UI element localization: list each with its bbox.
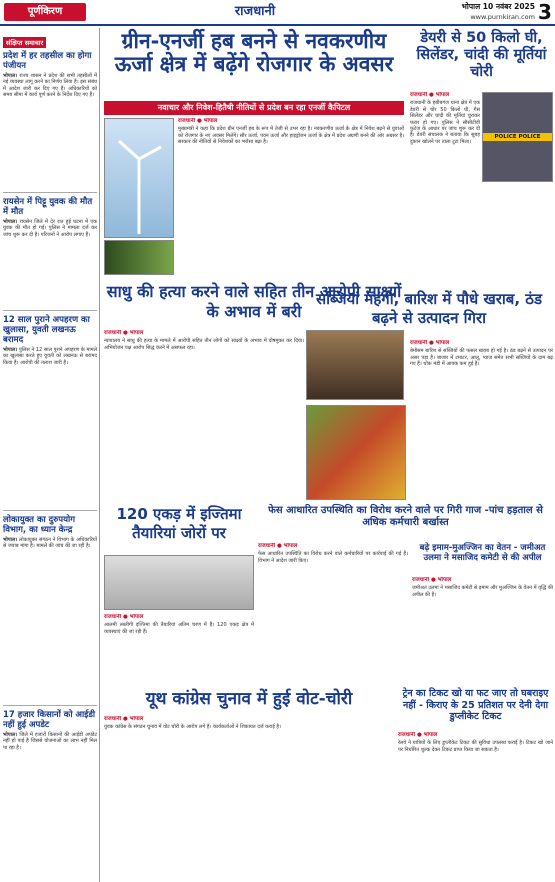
- brief-body: जिले में हजारों किसानों की आईडी अपडेट नहीं हो पाई है जिससे योजनाओं का लाभ नहीं मिल पा रहा है।: [3, 732, 97, 751]
- police-photo: [482, 92, 553, 182]
- brief-4: [3, 513, 97, 703]
- vegetable-headline: सब्जियां महंगी, बारिश में पौधे खराब, ठंड बढ़ने से उत्पादन गिरा: [316, 290, 542, 327]
- attendance-byline: राजधानी ● भोपाल: [258, 543, 298, 549]
- brief-byline: भोपाल।: [3, 73, 18, 79]
- lead-text: मुख्यमंत्री ने कहा कि प्रदेश ग्रीन एनर्जी हब के रूप में तेजी से उभर रहा है। नवकरणीय ऊर्जा के क्षेत्र में निवेश बढ़ने से युवाओं को रोजगार के नए अवसर मिलेंगे। सौर ऊर्जा, पवन ऊर्जा और हाइड्रोजन ऊर्जा के क्षेत्र में प्रदेश अग्रणी बनने की ओर अग्रसर है। सरकार की नीतियों से निवेशकों का भरोसा बढ़ा है।: [178, 126, 404, 146]
- imam-body: [412, 577, 553, 685]
- vegetables-photo: [306, 405, 406, 500]
- lead-deck: नवाचार और निवेश-हितैषी नीतियों से प्रदेश बन रहा एनर्जी कैपिटल: [104, 101, 404, 115]
- website-url: www.purnkiran.com: [470, 13, 535, 21]
- brief-body: राज्य शासन ने प्रदेश की सभी तहसीलों में नई व्यवस्था लागू करने का निर्णय लिया है। इस संबंध में आदेश जारी कर दिए गए हैं। अधिकारियों को समय सीमा में कार्य पूर्ण करने के निर्देश दिए गए हैं।: [3, 73, 97, 99]
- lead-headline: ग्रीन-एनर्जी हब बनने से नवकरणीय ऊर्जा क्षेत्र में बढ़ेंगे रोजगार के अवसर: [114, 29, 394, 76]
- divider: [3, 510, 97, 511]
- court-photo: [306, 330, 404, 400]
- sadhu-text: न्यायालय ने साधु की हत्या के मामले में आरोपी सहित तीन लोगों को साक्ष्यों के अभाव में दोषमुक्त कर दिया। अभियोजन पक्ष आरोप सिद्ध करने में असफल रहा।: [104, 338, 304, 351]
- brief-body: लोकायुक्त संगठन ने विभाग के अधिकारियों से जवाब मांगा है। मामले की जांच की जा रही है।: [3, 537, 97, 550]
- solar-panel-photo: [104, 240, 174, 275]
- divider: [3, 705, 97, 706]
- brief-byline: भोपाल।: [3, 347, 18, 353]
- vegetable-text: बेमौसम बारिश से सब्जियों की फसल खराब हो गई है। ठंड बढ़ने से उत्पादन पर असर पड़ा है। बाजार में टमाटर, आलू, प्याज समेत सभी सब्जियों के दाम बढ़ गए हैं। थोक मंडी में आवक कम हुई है।: [410, 348, 553, 368]
- youth-byline: राजधानी ● भोपाल: [104, 716, 144, 722]
- dateline: भोपाल 10 नवंबर 2025: [461, 2, 535, 11]
- ijtema-byline: राजधानी ● भोपाल: [104, 614, 144, 620]
- brief-headline: लोकायुक्त का दुरुपयोग विभाग, का ध्यान केन्द्र: [3, 515, 76, 535]
- lead-body: [178, 118, 404, 258]
- youth-body: [104, 716, 394, 878]
- divider: [3, 310, 97, 311]
- police-banner: POLICE POLICE: [483, 133, 552, 141]
- train-headline: ट्रेन का टिकट खो या फट जाए तो घबराइए नहीं - किराए के 25 प्रतिशत पर देनी देगा डुप्लीकेट टिकट: [402, 688, 549, 722]
- brief-byline: भोपाल।: [3, 537, 18, 543]
- brief-headline: प्रदेश में हर तहसील का होगा पंजीयन: [3, 51, 92, 71]
- sadhu-body: [104, 330, 304, 470]
- lead-photo: [104, 118, 174, 238]
- theft-body: [410, 92, 480, 282]
- attendance-headline: फेस आधारित उपस्थिति का विरोध करने वाले पर गिरी गाज -पांच हड़ताल से अधिक कर्मचारी बर्खास्त: [268, 505, 543, 528]
- attendance-text: फेस आधारित उपस्थिति का विरोध करने वाले कर्मचारियों पर कार्रवाई की गई है। विभाग ने आदेश जारी किए।: [258, 551, 408, 564]
- youth-text: युवक कांग्रेस के संगठन चुनाव में वोट चोरी के आरोप लगे हैं। कार्यकर्ताओं ने शिकायत दर्ज कराई है।: [104, 724, 281, 731]
- brief-headline: 12 साल पुराने अपहरण का खुलासा, युवती लखनऊ बरामद: [3, 315, 90, 345]
- page-number: 3: [538, 0, 552, 24]
- theft-headline: डेयरी से 50 किलो घी, सिलेंडर, चांदी की मूर्तियां चोरी: [416, 30, 547, 80]
- brief-byline: भोपाल।: [3, 219, 18, 225]
- ijtema-text: आलमी तब्लीगी इज्तिमा की तैयारियां अंतिम चरण में हैं। 120 एकड़ क्षेत्र में व्यवस्थाएं की जा रही हैं।: [104, 622, 254, 635]
- ijtema-photo: [104, 555, 254, 610]
- brief-5: [3, 708, 97, 880]
- vegetable-byline: राजधानी ● भोपाल: [410, 340, 450, 346]
- sadhu-headline: साधु की हत्या करने वाले सहित तीन आरोपी साक्ष्यों के अभाव में बरी: [106, 282, 402, 321]
- attendance-body: [258, 543, 408, 683]
- brief-headline: 17 हजार किसानों को आईडी नहीं हुई अपडेट: [3, 710, 96, 730]
- brief-body: पुलिस ने 12 साल पुराने अपहरण के मामले का खुलासा करते हुए युवती को लखनऊ से बरामद किया है। आरोपी की तलाश जारी है।: [3, 347, 97, 366]
- youth-headline: यूथ कांग्रेस चुनाव में हुई वोट-चोरी: [145, 689, 353, 709]
- brief-byline: भोपाल।: [3, 732, 18, 738]
- newspaper-logo: पूर्णकिरण: [4, 3, 86, 21]
- imam-byline: राजधानी ● भोपाल: [412, 577, 452, 583]
- ijtema-body: [104, 614, 254, 686]
- wind-turbine-icon: [105, 119, 173, 237]
- theft-byline: राजधानी ● भोपाल: [410, 92, 450, 98]
- divider: [3, 192, 97, 193]
- train-body: [398, 732, 553, 878]
- brief-1: [3, 30, 97, 190]
- theft-text: राजधानी के हबीबगंज थाना क्षेत्र में एक डेयरी से चोर 50 किलो घी, गैस सिलेंडर और चांदी की मूर्तियां चुराकर फरार हो गए। पुलिस ने सीसीटीवी फुटेज के आधार पर जांच शुरू कर दी है। डेयरी संचालक ने बताया कि सुबह दुकान खोलने पर ताला टूटा मिला।: [410, 100, 480, 145]
- sadhu-byline: राजधानी ● भोपाल: [104, 330, 144, 336]
- train-text: रेलवे ने यात्रियों के लिए डुप्लीकेट टिकट की सुविधा उपलब्ध कराई है। टिकट खो जाने पर निर्धारित शुल्क देकर टिकट प्राप्त किया जा सकता है।: [398, 740, 553, 753]
- sidebar-kicker: संक्षिप्त समाचार: [3, 37, 46, 48]
- ijtema-headline: 120 एकड़ में इज्तिमा तैयारियां जोरों पर: [116, 505, 242, 542]
- imam-headline: बढ़े इमाम-मुअज्जिन का वेतन - जमीअत उलमा ने मसाजिद कमेटी से की अपील: [419, 543, 546, 563]
- section-title: राजधानी: [234, 4, 276, 19]
- vegetable-body: [410, 340, 553, 500]
- train-byline: राजधानी ● भोपाल: [398, 732, 438, 738]
- brief-3: [3, 313, 97, 493]
- imam-text: जमीअत उलमा ने मसाजिद कमेटी से इमाम और मुअज्जिन के वेतन में वृद्धि की अपील की है।: [412, 585, 553, 598]
- brief-body: रायसेन जिले में देर रात हुई घटना में एक युवक की मौत हो गई। पुलिस ने मामला दर्ज कर जांच शुरू कर दी है। परिजनों ने आरोप लगाए हैं।: [3, 219, 97, 238]
- lead-byline: राजधानी ● भोपाल: [178, 118, 218, 124]
- brief-2: [3, 195, 97, 307]
- brief-headline: रायसेन में पिट्टू युवक की मौत में मौत: [3, 197, 93, 217]
